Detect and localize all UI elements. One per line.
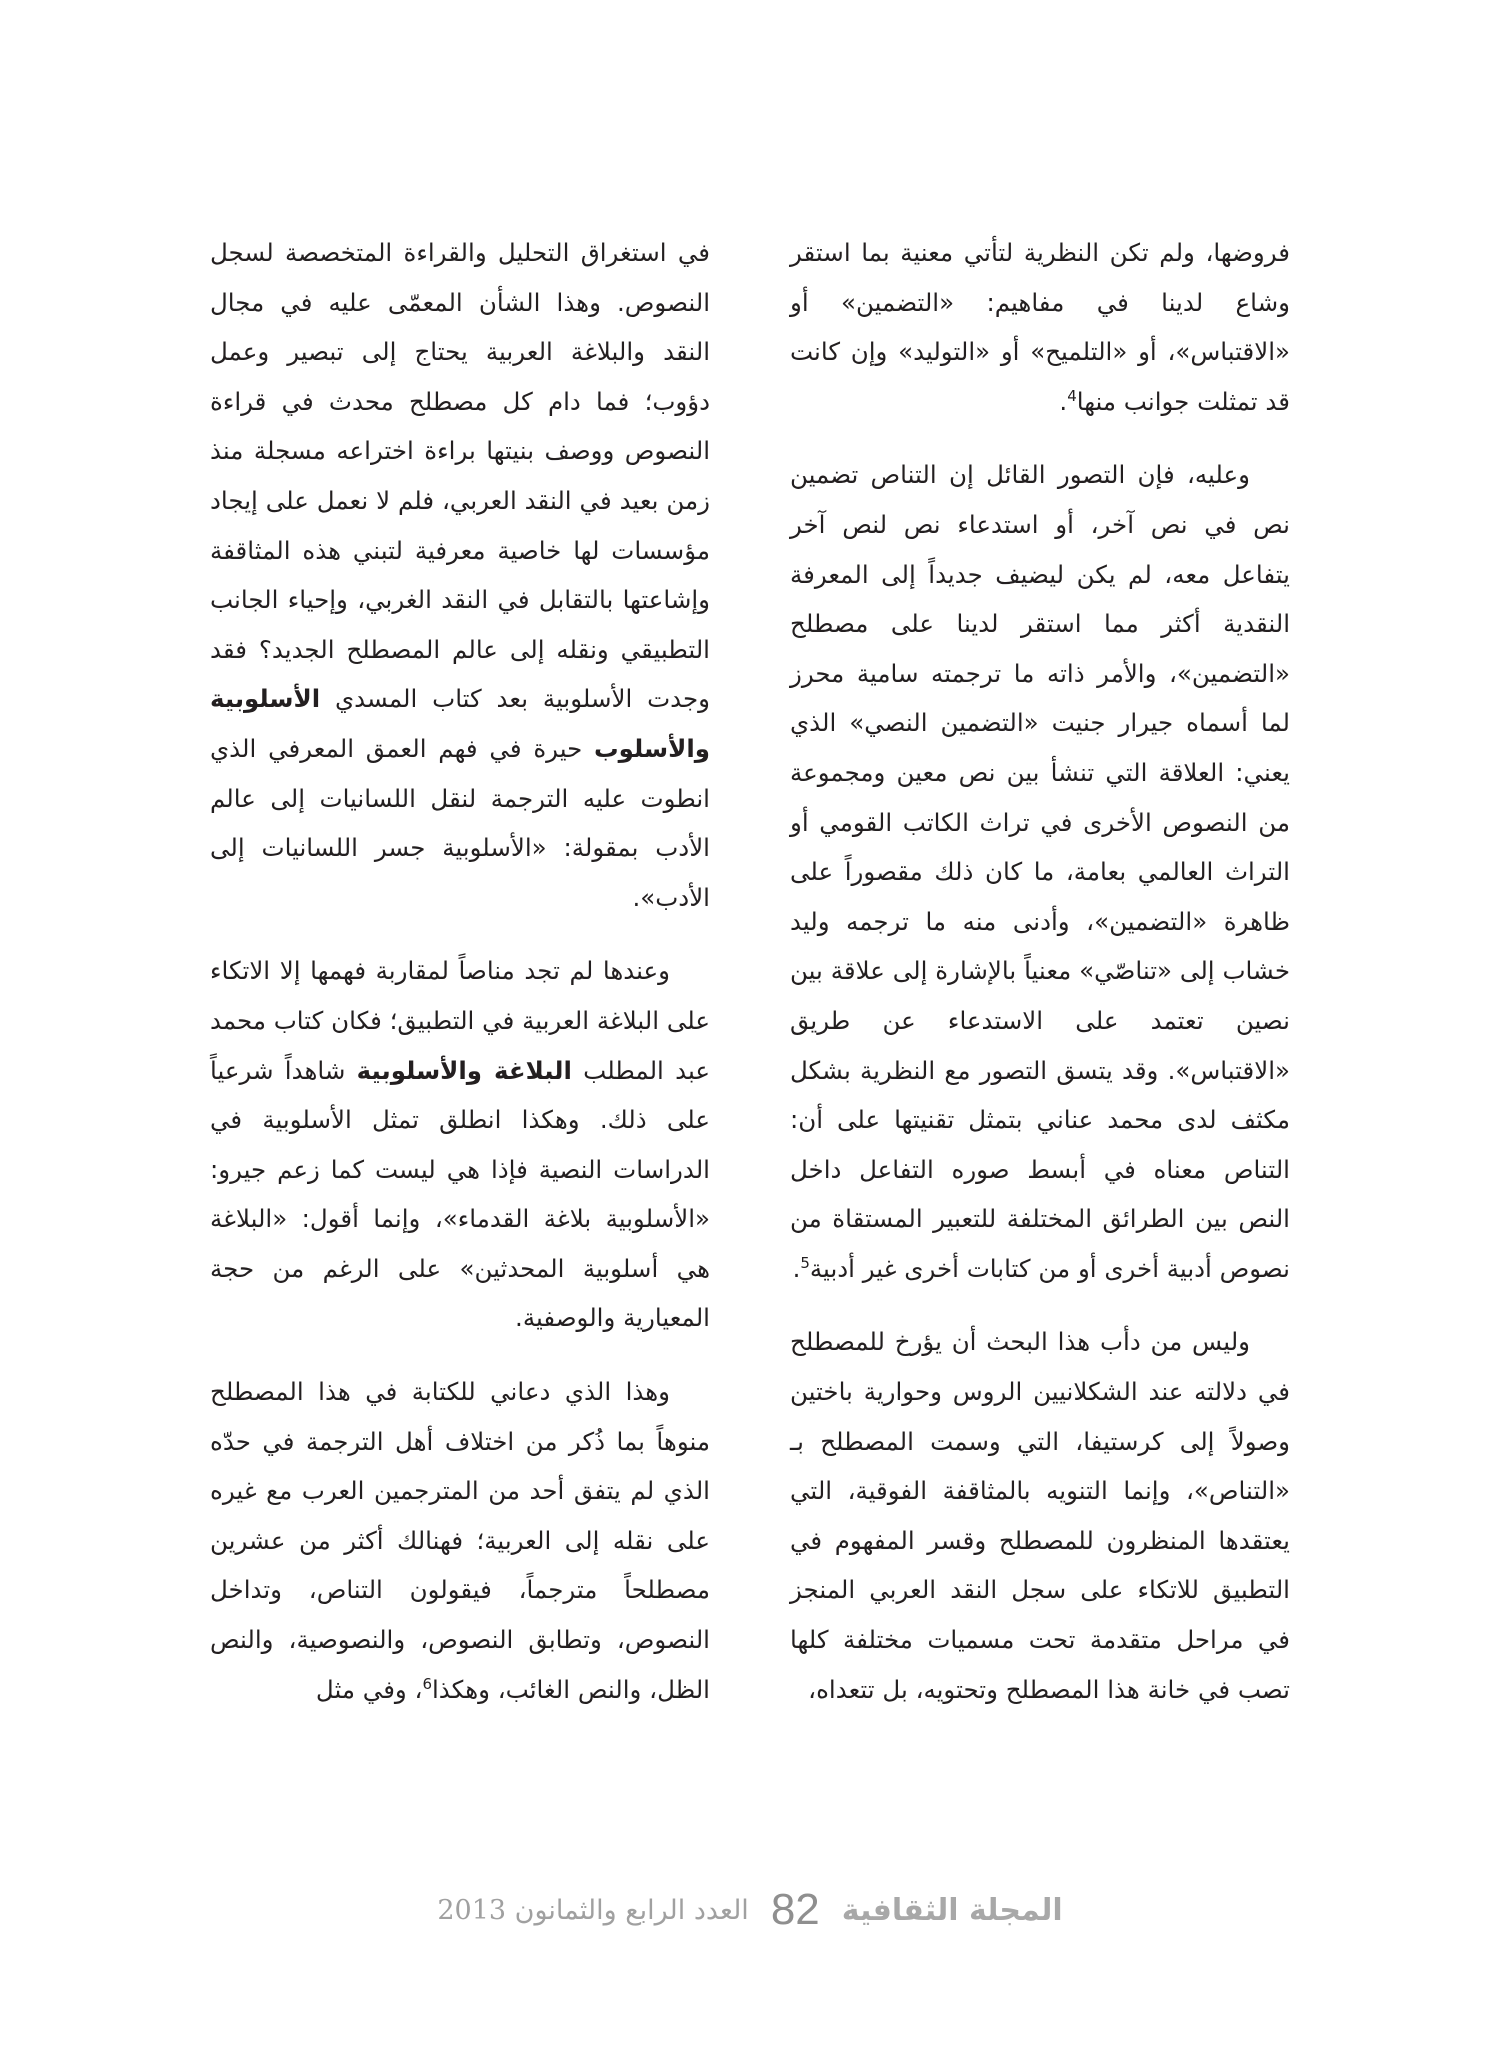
book-title: الأسلوبية والأسلوب	[210, 684, 710, 763]
left-paragraph-3	[210, 1367, 710, 1714]
right-paragraph-3	[790, 1317, 1290, 1714]
footnote-ref: 4	[1067, 386, 1077, 405]
left-paragraph-2	[210, 946, 710, 1343]
paragraph-text: وعليه، فإن التصور القائل إن التناص تضمين نص في نص آخر، أو استدعاء نص لنص آخر يتفاعل معه، لم يكن ليضيف جديداً إلى المعرفة النقدية أكثر مما استقر لدينا على مصطلح «التضمين»، والأمر ذاته ما ترجمته سامية محرز لما أسماه جيرار جنيت «التضمين النصي» الذي يعني: العلاقة التي تنشأ بين نص معين ومجموعة من النصوص الأخرى في تراث الكاتب القومي أو التراث العالمي بعامة، ما كان ذلك مقصوراً على ظاهرة «التضمين»، وأدنى منه ما ترجمه وليد خشاب إلى «تناصّي» معنياً بالإشارة إلى علاقة بين نصين تعتمد على الاستدعاء عن طريق «الاقتباس». وقد يتسق التصور مع النظرية بشكل مكثف لدى محمد عناني بتمثل تقنيتها على أن: التناص معناه في أبسط صوره التفاعل داخل النص بين الطرائق المختلفة للتعبير المستقاة من نصوص أدبية أخرى أو من كتابات أخرى غير أدبية	[790, 460, 1290, 1283]
right-paragraph-2: وعليه، فإن التصور القائل إن التناص تضمين نص في نص آخر، أو استدعاء نص لنص آخر يتفاعل معه، لم يكن ليضيف جديداً إلى المعرفة النقدية أكثر مما استقر لدينا على مصطلح «التضمين»، والأمر ذاته ما ترجمته سامية محرز لما أسماه جيرار جنيت «التضمين النصي» الذي يعني: العلاقة التي تنشأ بين نص معين ومجموعة من النصوص الأخرى في تراث الكاتب القومي أو التراث العالمي بعامة، ما كان ذلك مقصوراً على ظاهرة «التضمين»، وأدنى منه ما ترجمه وليد خشاب إلى «تناصّي» معنياً بالإشارة إلى علاقة بين نصين تعتمد على الاستدعاء عن طريق «الاقتباس». وقد يتسق التصور مع النظرية بشكل مكثف لدى محمد عناني بتمثل تقنيتها على أن: التناص معناه في أبسط صوره التفاعل داخل النص بين الطرائق المختلفة للتعبير المستقاة من نصوص أدبية أخرى أو من كتابات أخرى غير أدبية$^5$.	[790, 460, 1290, 1283]
issue-label: العدد الرابع والثمانون 2013	[437, 1894, 749, 1926]
magazine-name: المجلة الثقافية	[841, 1892, 1063, 1928]
paragraph-text: فروضها، ولم تكن النظرية لتأتي معنية بما استقر وشاع لدينا في مفاهيم: «التضمين» أو «الاقتباس»، أو «التلميح» أو «التوليد» وإن كانت قد تمثلت جوانب منها	[790, 238, 1290, 416]
page-footer	[430, 1880, 1070, 1940]
paragraph-text: ، وفي مثل	[315, 1674, 423, 1704]
left-column	[210, 228, 710, 1738]
paragraph-text: وهذا الذي دعاني للكتابة في هذا المصطلح منوهاً بما ذُكر من اختلاف أهل الترجمة في حدّه الذي لم يتفق أحد من المترجمين العرب مع غيره على نقله إلى العربية؛ فهنالك أكثر من عشرين مصطلحاً مترجماً، فيقولون التناص، وتداخل النصوص، وتطابق النصوص، والنصوصية، والنص الظل، والنص الغائب، وهكذا	[210, 1377, 710, 1704]
left-paragraph-1	[210, 228, 710, 922]
book-title: البلاغة والأسلوبية	[356, 1055, 572, 1085]
page-number: 82	[770, 1885, 820, 1934]
paragraph-text: وليس من دأب هذا البحث أن يؤرخ للمصطلح في دلالته عند الشكلانيين الروس وحوارية باختين وصولاً إلى كرستيفا، التي وسمت المصطلح بـ «التناص»، وإنما التنويه بالمثاقفة الفوقية، التي يعتقدها المنظرون للمصطلح وقسر المفهوم في التطبيق للاتكاء على سجل النقد العربي المنجز في مراحل متقدمة تحت مسميات مختلفة كلها تصب في خانة هذا المصطلح وتحتويه، بل تتعداه،	[790, 1327, 1290, 1704]
paragraph-text: حيرة في فهم العمق المعرفي الذي انطوت عليه الترجمة لنقل اللسانيات إلى عالم الأدب بمقولة: «الأسلوبية جسر اللسانيات إلى الأدب».	[210, 733, 710, 912]
right-paragraph-1: فروضها، ولم تكن النظرية لتأتي معنية بما استقر وشاع لدينا في مفاهيم: «التضمين» أو «الاقتباس»، أو «التلميح» أو «التوليد» وإن كانت قد تمثلت جوانب منها$^4$.	[790, 238, 1290, 416]
right-column	[790, 228, 1290, 1738]
paragraph-text: وعندها لم تجد مناصاً لمقاربة فهمها إلا الاتكاء على البلاغة العربية في التطبيق؛ فكان كتاب محمد عبد المطلب	[209, 956, 710, 1085]
footnote-ref: 6	[422, 1674, 432, 1693]
footnote-ref: 5	[800, 1253, 810, 1272]
paragraph-text: شاهداً شرعياً على ذلك. وهكذا انطلق تمثل الأسلوبية في الدراسات النصية فإذا هي ليست كما زعم جيرو: «الأسلوبية بلاغة القدماء»، وإنما أقول: «البلاغة هي أسلوبية المحدثين» على الرغم من حجة المعيارية والوصفية.	[210, 1055, 710, 1333]
paragraph-text: في استغراق التحليل والقراءة المتخصصة لسجل النصوص. وهذا الشأن المعمّى عليه في مجال النقد والبلاغة العربية يحتاج إلى تبصير وعمل دؤوب؛ فما دام كل مصطلح محدث في قراءة النصوص ووصف بنيتها براءة اختراعه مسجلة منذ زمن بعيد في النقد العربي، فلم لا نعمل على إيجاد مؤسسات لها خاصية معرفية لتبني هذه المثاقفة وإشاعتها بالتقابل في النقد الغربي، وإحياء الجانب التطبيقي ونقله إلى عالم المصطلح الجديد؟ فقد وجدت الأسلوبية بعد كتاب المسدي	[210, 238, 710, 714]
